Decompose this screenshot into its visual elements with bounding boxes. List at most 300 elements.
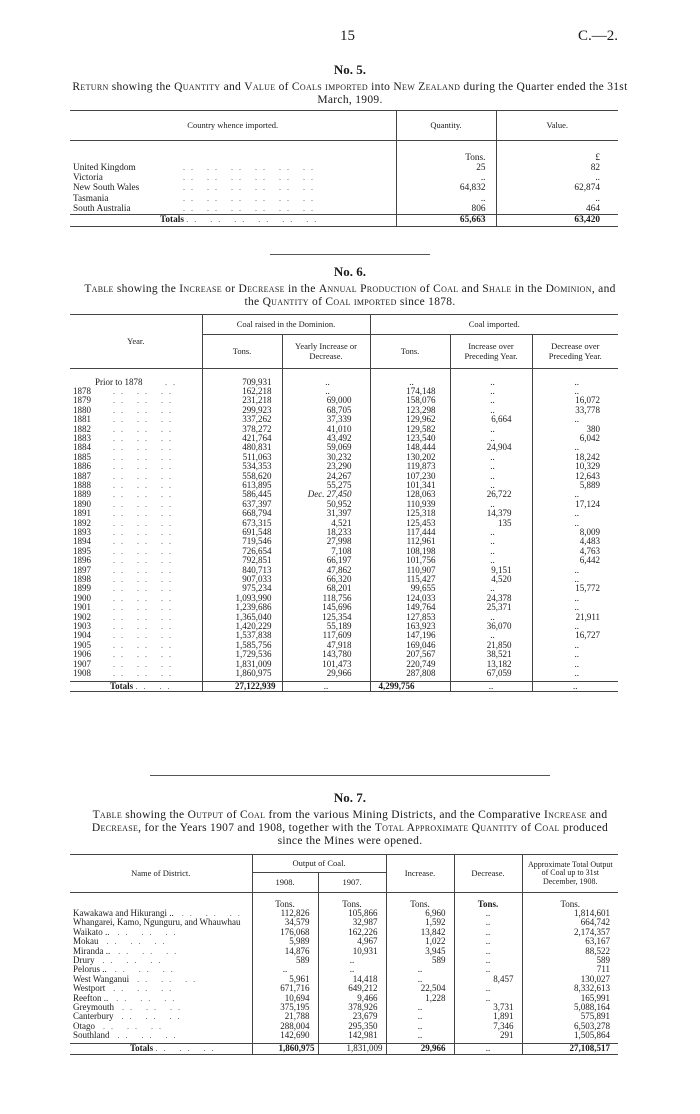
district-name: Waikato .. <box>73 926 110 937</box>
no6-imported: 119,873 <box>370 462 450 471</box>
no5-val: 82 <box>496 163 618 173</box>
no6-decrease: 15,772 <box>532 584 618 593</box>
no7-b: 9,466 <box>318 994 386 1003</box>
no6-year: 1893 .. .. .. <box>73 527 177 537</box>
table-row <box>70 937 618 946</box>
no6-header-tons-imported: Tons. <box>370 335 450 369</box>
table-row <box>70 183 618 193</box>
no6-decrease: 10,329 <box>532 462 618 471</box>
no7-d: .. <box>454 984 522 993</box>
no6-tons: 637,397 <box>202 500 282 509</box>
table-row <box>70 956 618 965</box>
no6-decrease: 18,242 <box>532 453 618 462</box>
no7-c: .. <box>386 1003 454 1012</box>
no7-header-1908: 1908. <box>252 873 318 893</box>
no6-yearly: 68,201 <box>282 584 370 593</box>
no6-yearly: 66,197 <box>282 556 370 565</box>
no6-increase: 26,722 <box>450 490 532 499</box>
no6-year: 1880 .. .. .. <box>73 404 177 415</box>
no6-decrease: 12,643 <box>532 472 618 481</box>
table-row <box>70 1012 618 1021</box>
country-name: United Kingdom <box>73 162 136 173</box>
year-label: 1888 <box>73 479 91 490</box>
no5-rows <box>70 163 618 215</box>
district-name: Drury <box>73 954 95 965</box>
no7-e: 1,814,601 <box>522 909 618 918</box>
no6-header-imported: Coal imported. <box>370 315 618 335</box>
no6-yearly: 50,952 <box>282 500 370 509</box>
no6-imported: 148,444 <box>370 443 450 452</box>
no5-header-quantity: Quantity. <box>396 111 496 141</box>
no6-yearly: 66,320 <box>282 575 370 584</box>
no6-tons: 1,365,040 <box>202 613 282 622</box>
no6-year: 1897 .. .. .. <box>73 564 177 575</box>
no6-increase: .. <box>450 528 532 537</box>
no6-imported: 99,655 <box>370 584 450 593</box>
no6-yearly: 37,339 <box>282 415 370 424</box>
no7-number: No. 7. <box>333 790 367 805</box>
no6-tons: 1,585,756 <box>202 641 282 650</box>
no7-b: 649,212 <box>318 984 386 993</box>
no7-b: 378,926 <box>318 1003 386 1012</box>
no6-tons: 337,262 <box>202 415 282 424</box>
no7-e: 130,027 <box>522 975 618 984</box>
no6-decrease: .. <box>532 519 618 528</box>
no6-yearly: 18,233 <box>282 528 370 537</box>
no6-table <box>70 314 618 692</box>
no7-a: 375,195 <box>252 1003 318 1012</box>
no6-decrease: .. <box>532 622 618 631</box>
no7-district: Miranda .. .. .. .. <box>73 945 183 956</box>
no7-a: 671,716 <box>252 984 318 993</box>
section-no7 <box>0 790 700 848</box>
no6-increase: 14,379 <box>450 509 532 518</box>
no6-tons: 691,548 <box>202 528 282 537</box>
no6-tons: 975,234 <box>202 584 282 593</box>
no6-decrease: .. <box>532 566 618 575</box>
no6-rows <box>70 378 618 679</box>
district-name: Mokau <box>73 936 99 947</box>
no5-header-country: Country whence imported. <box>187 119 279 130</box>
no6-year: 1899 .. .. .. <box>73 583 177 594</box>
no6-decrease: 6,442 <box>532 556 618 565</box>
no6-year: 1894 .. .. .. <box>73 536 177 547</box>
no6-increase: 6,664 <box>450 415 532 424</box>
no6-yearly: 41,010 <box>282 425 370 434</box>
no7-d: .. <box>454 947 522 956</box>
no7-table-wrap <box>70 854 618 1055</box>
no6-yearly: 7,108 <box>282 547 370 556</box>
no6-imported: 124,033 <box>370 594 450 603</box>
no7-unit-1907: Tons. <box>318 900 386 909</box>
no6-year: 1886 .. .. .. <box>73 461 177 472</box>
no5-val: 62,874 <box>496 183 618 193</box>
no6-increase: .. <box>450 613 532 622</box>
no7-a: 14,876 <box>252 947 318 956</box>
no7-e: 2,174,357 <box>522 928 618 937</box>
year-label: 1908 <box>73 668 91 679</box>
no6-year: 1891 .. .. .. <box>73 508 177 519</box>
no6-tons: 673,315 <box>202 519 282 528</box>
no6-increase: 9,151 <box>450 566 532 575</box>
year-label: 1886 <box>73 461 91 472</box>
no6-year: 1900 .. .. .. <box>73 592 177 603</box>
no6-imported: 147,196 <box>370 631 450 640</box>
no7-district: Otago .. .. .. <box>73 1020 167 1031</box>
no6-imported: 127,853 <box>370 613 450 622</box>
no6-increase: .. <box>450 453 532 462</box>
no6-yearly: 118,756 <box>282 594 370 603</box>
district-name: Kawakawa and Hikurangi .. <box>73 907 174 918</box>
no7-c: 22,504 <box>386 984 454 993</box>
year-label: 1899 <box>73 583 91 594</box>
no7-district: Reefton .. .. .. .. <box>73 992 181 1003</box>
year-label: 1896 <box>73 555 91 566</box>
no7-unit-increase: Tons. <box>386 900 454 909</box>
no6-year: 1904 .. .. .. <box>73 630 177 641</box>
no7-a: 34,579 <box>252 918 318 927</box>
no6-decrease: .. <box>532 603 618 612</box>
no6-yearly: 68,705 <box>282 406 370 415</box>
no6-decrease: .. <box>532 641 618 650</box>
district-name: Canterbury <box>73 1011 114 1022</box>
no6-increase: 25,371 <box>450 603 532 612</box>
no6-tons: 231,218 <box>202 396 282 405</box>
year-label: 1878 <box>73 385 91 396</box>
no6-yearly: 27,998 <box>282 537 370 546</box>
no6-year: 1895 .. .. .. <box>73 545 177 556</box>
no6-year: 1883 .. .. .. <box>73 432 177 443</box>
no5-val: .. <box>496 173 618 183</box>
no6-decrease: 6,042 <box>532 434 618 443</box>
no7-e: 8,332,613 <box>522 984 618 993</box>
year-label: 1891 <box>73 508 91 519</box>
no7-header-1907: 1907. <box>318 873 386 893</box>
no5-title: Return showing the Quantity and Value of Coals imported into New Zealand during the Quarter ended the 31st March, 1909. <box>72 81 628 106</box>
year-label: 1892 <box>73 517 91 528</box>
table-row <box>70 194 618 204</box>
no6-totals-label: Totals <box>110 681 134 691</box>
table-row <box>70 204 618 215</box>
no6-yearly: 4,521 <box>282 519 370 528</box>
no6-imported: 107,230 <box>370 472 450 481</box>
no6-increase: 13,182 <box>450 660 532 669</box>
no7-totals-increase: 29,966 <box>386 1044 454 1054</box>
no6-tons: 511,063 <box>202 453 282 462</box>
no6-yearly: Dec. 27,450 <box>282 490 370 499</box>
no6-yearly: 101,473 <box>282 660 370 669</box>
no7-district: Canterbury .. .. .. <box>73 1011 186 1022</box>
no7-c: 1,592 <box>386 918 454 927</box>
no7-c: .. <box>386 965 454 974</box>
year-label: 1895 <box>73 545 91 556</box>
no6-decrease: .. <box>532 650 618 659</box>
no7-d: .. <box>454 994 522 1003</box>
no6-year: 1888 .. .. .. <box>73 479 177 490</box>
no6-imported: 123,298 <box>370 406 450 415</box>
no7-title: Table showing the Output of Coal from the various Mining Districts, and the Comparative Increase and Decrease, for the Years 1907 and 1908, together with the Total Approximate Quantity of Coal produced since the Mines were opened. <box>91 809 609 847</box>
no6-header-increase: Increase over Preceding Year. <box>450 335 532 369</box>
no7-district: Kawakawa and Hikurangi .. .. .. .. <box>73 907 246 918</box>
no7-totals-1907: 1,831,009 <box>318 1044 386 1054</box>
no7-c: 6,960 <box>386 909 454 918</box>
year-label: 1903 <box>73 621 91 632</box>
no6-imported: 174,148 <box>370 387 450 396</box>
no6-year: 1898 .. .. .. <box>73 574 177 585</box>
no6-yearly: 69,000 <box>282 396 370 405</box>
no6-imported: 207,567 <box>370 650 450 659</box>
no7-unit-1908: Tons. <box>252 900 318 909</box>
no5-totals-row: Totals .. .. .. .. .. .. 65,663 63,420 <box>70 215 618 226</box>
no6-totals-dec: .. <box>532 682 618 692</box>
no6-imported: 123,540 <box>370 434 450 443</box>
no6-totals-row: Totals .. .. 27,122,939 .. 4,299,756 .. .. <box>70 682 618 692</box>
no6-tons: 378,272 <box>202 425 282 434</box>
table-row <box>70 163 618 173</box>
no6-imported: 117,444 <box>370 528 450 537</box>
no7-district: Westport .. .. .. <box>73 983 178 994</box>
no6-decrease: 16,072 <box>532 396 618 405</box>
year-label: 1882 <box>73 423 91 434</box>
no7-d: .. <box>454 937 522 946</box>
no6-imported: 110,939 <box>370 500 450 509</box>
no6-tons: 1,239,686 <box>202 603 282 612</box>
no7-header-decrease: Decrease. <box>454 855 522 893</box>
no7-totals-decrease: .. <box>454 1044 522 1054</box>
no7-e: 165,991 <box>522 994 618 1003</box>
year-label: 1881 <box>73 414 91 425</box>
no6-header-decrease: Decrease over Preceding Year. <box>532 335 618 369</box>
no6-tons: 613,895 <box>202 481 282 490</box>
no7-b: 105,866 <box>318 909 386 918</box>
table-row <box>70 918 618 927</box>
no7-header-total: Approximate Total Output of Coal up to 31st December, 1908. <box>522 855 618 893</box>
no6-year: 1882 .. .. .. <box>73 423 177 434</box>
no5-qty: 64,832 <box>396 183 496 193</box>
no7-b: 32,987 <box>318 918 386 927</box>
page-code: C.—2. <box>577 28 618 44</box>
no7-b: 142,981 <box>318 1031 386 1040</box>
no6-yearly: 24,267 <box>282 472 370 481</box>
year-label: Prior to 1878 <box>95 376 143 387</box>
no6-increase: .. <box>450 584 532 593</box>
no6-decrease: .. <box>532 415 618 424</box>
no6-year: Prior to 1878 .. <box>70 378 202 387</box>
no6-yearly: 31,397 <box>282 509 370 518</box>
no6-increase: .. <box>450 481 532 490</box>
no7-totals-row: Totals .. .. .. 1,860,975 1,831,009 29,966 .. 27,108,517 <box>70 1044 618 1054</box>
no5-qty: .. <box>396 173 496 183</box>
no6-year: 1885 .. .. .. <box>73 451 177 462</box>
no6-decrease: .. <box>532 509 618 518</box>
no6-decrease: .. <box>532 660 618 669</box>
no7-b: 295,350 <box>318 1022 386 1031</box>
no6-tons: 421,764 <box>202 434 282 443</box>
no6-increase: .. <box>450 387 532 396</box>
no5-qty: .. <box>396 194 496 204</box>
no5-table <box>70 110 618 227</box>
no6-increase: .. <box>450 396 532 405</box>
year-label: 1887 <box>73 470 91 481</box>
no6-year: 1906 .. .. .. <box>73 649 177 660</box>
no6-yearly: 23,290 <box>282 462 370 471</box>
year-label: 1901 <box>73 602 91 613</box>
no6-yearly: 30,232 <box>282 453 370 462</box>
no6-tons: 840,713 <box>202 566 282 575</box>
year-label: 1907 <box>73 658 91 669</box>
no6-imported: 149,764 <box>370 603 450 612</box>
no6-increase: 4,520 <box>450 575 532 584</box>
no5-qty: 806 <box>396 204 496 215</box>
no6-increase: 21,850 <box>450 641 532 650</box>
no6-imported: 129,962 <box>370 415 450 424</box>
table-row <box>70 1031 618 1040</box>
no7-b: 10,931 <box>318 947 386 956</box>
no6-imported: 128,063 <box>370 490 450 499</box>
no6-decrease: .. <box>532 378 618 387</box>
no7-b: .. <box>318 956 386 965</box>
no6-imported: 101,341 <box>370 481 450 490</box>
no6-imported: 220,749 <box>370 660 450 669</box>
no6-number: No. 6. <box>333 264 367 279</box>
no6-yearly: .. <box>282 378 370 387</box>
no7-e: 6,503,278 <box>522 1022 618 1031</box>
no6-totals-imp: 4,299,756 <box>370 682 450 692</box>
no7-d: 291 <box>454 1031 522 1040</box>
no6-tons: 1,537,838 <box>202 631 282 640</box>
no7-d: .. <box>454 956 522 965</box>
no5-unit-quantity: Tons. <box>396 153 496 163</box>
no6-increase: .. <box>450 631 532 640</box>
no6-header-yearly: Yearly Increase or Decrease. <box>282 335 370 369</box>
divider <box>270 254 430 255</box>
no6-tons: 1,093,990 <box>202 594 282 603</box>
no6-decrease: 380 <box>532 425 618 434</box>
no6-yearly: .. <box>282 387 370 396</box>
no6-increase: .. <box>450 556 532 565</box>
no7-a: 176,068 <box>252 928 318 937</box>
no6-imported: 158,076 <box>370 396 450 405</box>
no6-year: 1884 .. .. .. <box>73 442 177 453</box>
country-name: Tasmania <box>73 193 109 204</box>
no7-b: 162,226 <box>318 928 386 937</box>
no6-decrease: 33,778 <box>532 406 618 415</box>
no6-year: 1902 .. .. .. <box>73 611 177 622</box>
country-name: New South Wales <box>73 183 140 194</box>
district-name: Otago <box>73 1020 95 1031</box>
page-number: 15 <box>340 28 355 44</box>
no6-year: 1878 .. .. .. <box>73 385 177 396</box>
no7-e: 664,742 <box>522 918 618 927</box>
no6-increase: 67,059 <box>450 669 532 678</box>
no7-district: Greymouth .. .. .. <box>73 1001 186 1012</box>
no7-header-output: Output of Coal. <box>252 855 386 873</box>
year-label: 1898 <box>73 574 91 585</box>
table-row <box>70 928 618 937</box>
no6-yearly: 55,275 <box>282 481 370 490</box>
no5-header-value: Value. <box>496 111 618 141</box>
no7-e: 88,522 <box>522 947 618 956</box>
no6-imported: 112,961 <box>370 537 450 546</box>
no6-decrease: 21,911 <box>532 613 618 622</box>
no6-totals-yearly: .. <box>282 682 370 692</box>
no7-district: Drury .. .. .. <box>73 954 167 965</box>
no5-totals-val: 63,420 <box>496 215 618 226</box>
no6-yearly: 145,696 <box>282 603 370 612</box>
no5-totals-label: Totals <box>160 215 184 226</box>
no6-increase: 36,070 <box>450 622 532 631</box>
no7-e: 63,167 <box>522 937 618 946</box>
no6-tons: 1,860,975 <box>202 669 282 678</box>
district-name: Southland <box>73 1030 110 1041</box>
no6-tons: 480,831 <box>202 443 282 452</box>
no6-decrease: 17,124 <box>532 500 618 509</box>
no6-decrease: .. <box>532 387 618 396</box>
no6-decrease: .. <box>532 490 618 499</box>
no6-imported: 287,808 <box>370 669 450 678</box>
no6-increase: 135 <box>450 519 532 528</box>
no6-increase: .. <box>450 406 532 415</box>
no6-imported: 169,046 <box>370 641 450 650</box>
no7-b: 23,679 <box>318 1012 386 1021</box>
no6-tons: 668,794 <box>202 509 282 518</box>
no7-unit-total: Tons. <box>522 900 618 909</box>
no6-title: Table showing the Increase or Decrease in the Annual Production of Coal and Shale in the Dominion, and the Quantity of Coal imported since 1878. <box>84 283 616 308</box>
no7-e: 711 <box>522 965 618 974</box>
no7-table <box>70 854 618 1055</box>
no5-table-wrap <box>70 110 618 227</box>
no7-district: Waikato .. .. .. .. <box>73 926 182 937</box>
no6-year: 1879 .. .. .. <box>73 395 177 406</box>
no6-decrease: 4,763 <box>532 547 618 556</box>
no7-district: West Wanganui .. .. .. <box>73 973 202 984</box>
no7-c: .. <box>386 1031 454 1040</box>
no6-increase: .. <box>450 472 532 481</box>
no7-b: 4,967 <box>318 937 386 946</box>
no7-c: .. <box>386 975 454 984</box>
no6-decrease: .. <box>532 669 618 678</box>
table-row <box>70 975 618 984</box>
no7-rows <box>70 909 618 1041</box>
no6-increase: 24,904 <box>450 443 532 452</box>
year-label: 1906 <box>73 649 91 660</box>
no6-year: 1908 .. .. .. <box>73 668 177 679</box>
no6-imported: 101,756 <box>370 556 450 565</box>
no7-a: 5,961 <box>252 975 318 984</box>
year-label: 1894 <box>73 536 91 547</box>
no7-totals-label: Totals <box>130 1043 154 1054</box>
no6-yearly: 47,862 <box>282 566 370 575</box>
district-name: West Wanganui <box>73 973 130 984</box>
district-name: Pelorus .. <box>73 964 107 975</box>
no5-val: .. <box>496 194 618 204</box>
no6-yearly: 59,069 <box>282 443 370 452</box>
no7-a: 142,690 <box>252 1031 318 1040</box>
no5-country: New South Wales .. .. .. .. .. .. <box>73 183 319 194</box>
no6-header-raised: Coal raised in the Dominion. <box>202 315 370 335</box>
table-row <box>70 947 618 956</box>
no7-totals-total: 27,108,517 <box>522 1044 618 1054</box>
year-label: 1904 <box>73 630 91 641</box>
no6-year: 1892 .. .. .. <box>73 517 177 528</box>
no6-imported: 125,318 <box>370 509 450 518</box>
no7-b: .. <box>318 965 386 974</box>
no7-d: .. <box>454 909 522 918</box>
no6-totals-inc: .. <box>450 682 532 692</box>
no6-increase: .. <box>450 425 532 434</box>
country-name: Victoria <box>73 173 103 184</box>
no7-a: 5,989 <box>252 937 318 946</box>
